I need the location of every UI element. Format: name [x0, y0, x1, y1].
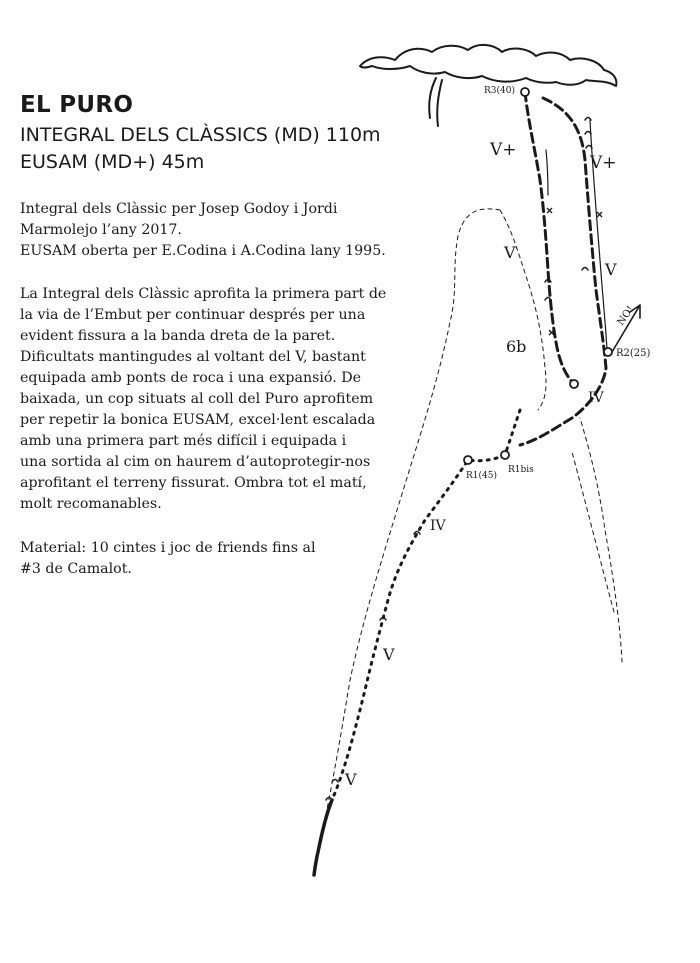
- description-paragraph: La Integral dels Clàssic aprofita la primera part de la via de l’Embut per continuar després per una evident fissura a la banda dreta de la paret. Dificultats mantingudes al voltant del V, bastant equipada amb ponts de roca i una expansió. De baixada, un cop situats al coll del Puro aprofitem per repetir la bonica EUSAM, excel·lent escalada amb una primera part més difícil i equipada i una sortida al cim on haurem d’autoprotegir-nos aprofitant el terreny fissurat. Ombra tot el matí, molt recomanables.: [20, 286, 387, 512]
- belay-r2: [604, 348, 612, 356]
- belay-r3: [521, 88, 529, 96]
- approach-route-lower: [314, 800, 332, 875]
- summit-outline: [360, 45, 616, 86]
- piton-mark: [597, 212, 602, 217]
- grade-right-top: V+: [590, 153, 617, 173]
- material-paragraph: Material: 10 cintes i joc de friends fins al #3 de Camalot.: [20, 540, 316, 577]
- rock-boundary-right: [580, 418, 622, 662]
- grade-crux: 6b: [506, 337, 527, 356]
- integral-route-upper: [525, 92, 574, 384]
- no-go-label: NO!: [615, 304, 637, 328]
- grade-right-low: IV: [588, 390, 604, 406]
- grade-approach-3: V: [345, 770, 357, 789]
- belay-label-r1bis: R1bis: [508, 465, 534, 475]
- grade-approach-2: V: [383, 645, 395, 664]
- topo-title: EL PURO: [20, 92, 134, 118]
- belay-junction: [570, 380, 578, 388]
- credits-paragraph: Integral dels Clàssic per Josep Godoy i Jordi Marmolejo l’any 2017. EUSAM oberta per E.Codina i A.Codina lany 1995.: [20, 201, 386, 259]
- fissure-line-small: [546, 150, 548, 195]
- belay-r1bis: [501, 451, 509, 459]
- route-integral-dels-classics: INTEGRAL DELS CLÀSSICS (MD) 110m: [20, 124, 381, 146]
- grade-approach-1: IV: [430, 518, 446, 534]
- rock-boundary-left: [318, 209, 500, 850]
- inner-buttress-boundary: [500, 210, 546, 410]
- route-eusam: EUSAM (MD+) 45m: [20, 151, 205, 173]
- lower-gully-boundary: [572, 452, 614, 612]
- belay-label-r1: R1(45): [466, 471, 497, 481]
- grade-left-mid: V: [504, 243, 516, 262]
- summit-left-face: [429, 78, 442, 126]
- protection-mark: [326, 532, 420, 801]
- piton-mark: [547, 208, 552, 213]
- grade-right-mid: V: [605, 260, 617, 279]
- grade-left-top: V+: [490, 140, 517, 160]
- belay-label-r3: R3(40): [484, 86, 515, 96]
- belay-label-r2: R2(25): [616, 348, 651, 359]
- belay-r1: [464, 456, 472, 464]
